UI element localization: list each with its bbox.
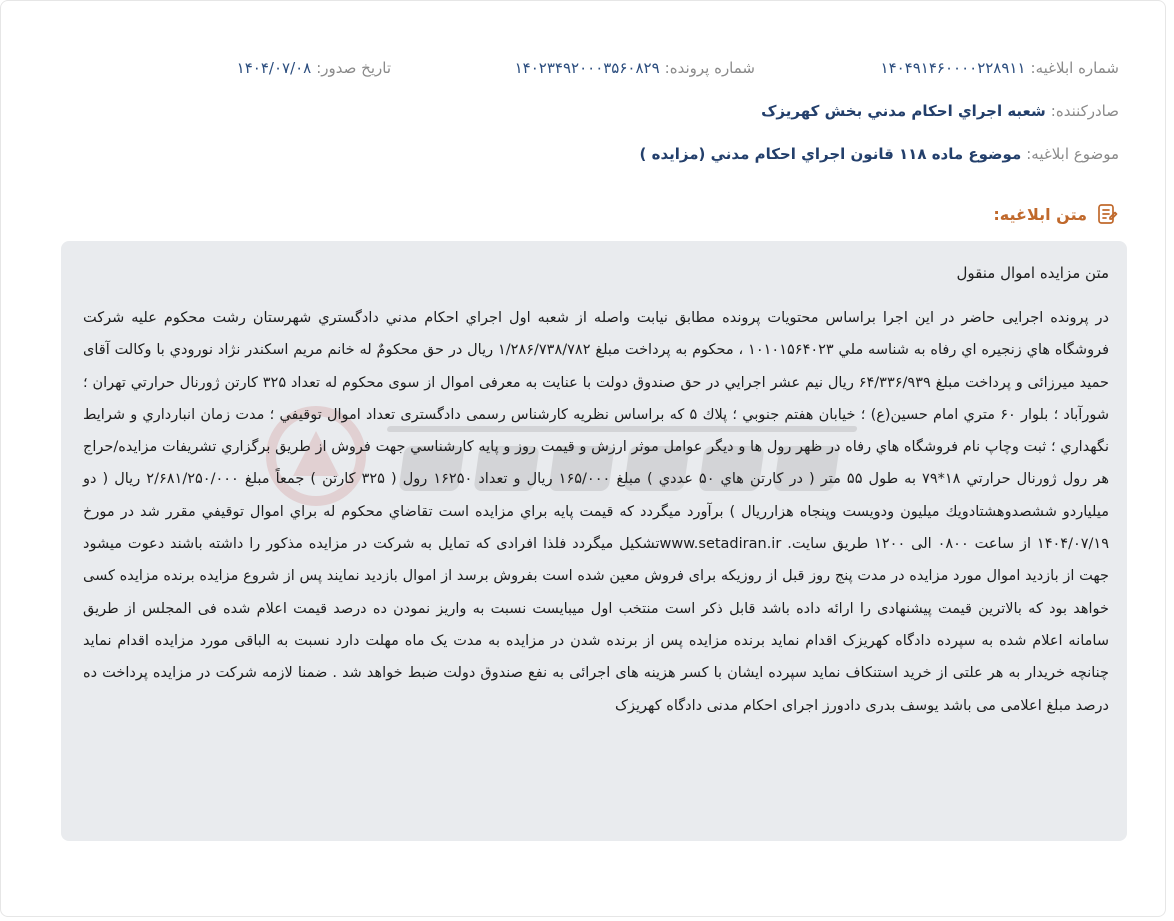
meta-row bbox=[47, 59, 1119, 83]
notice-text-section-title bbox=[993, 202, 1119, 226]
subject-row bbox=[640, 145, 1119, 163]
case-number bbox=[515, 59, 755, 77]
issue-date bbox=[237, 59, 391, 77]
notice-body-box bbox=[61, 241, 1127, 841]
issue-date-label: تاريخ صدور: bbox=[316, 59, 391, 77]
document-heading: متن مزايده اموال منقول bbox=[956, 264, 1109, 282]
section-title-text: متن ابلاغيه: bbox=[993, 204, 1087, 224]
issue-date-value: ۱۴۰۴/۰۷/۰۸ bbox=[236, 59, 312, 77]
issuer-row bbox=[761, 102, 1119, 120]
subject-value: موضوع ماده ۱۱۸ قانون اجراي احکام مدني (مزايده ) bbox=[639, 145, 1022, 163]
case-number-value: ۱۴۰۲۳۴۹۲۰۰۰۳۵۶۰۸۲۹ bbox=[514, 59, 660, 77]
notice-number bbox=[881, 59, 1119, 77]
subject-label: موضوع ابلاغيه: bbox=[1026, 145, 1119, 163]
document-text-icon bbox=[1095, 202, 1119, 226]
issuer-value: شعبه اجراي احکام مدني بخش کهريزک bbox=[761, 102, 1046, 120]
notice-number-value: ۱۴۰۴۹۱۴۶۰۰۰۰۲۲۸۹۱۱ bbox=[880, 59, 1026, 77]
document-body: در پرونده اجرایی حاضر در این اجرا براساس محتويات پرونده مطابق نيابت واصله از شعبه اول اجراي احکام مدني دادگستري شهرستان رشت محکوم عليه شرکت فروشگاه هاي زنجيره اي رفاه به شناسه ملي ۱۰۱۰۱۵۶۴۰۲۳ ، محکوم به پرداخت مبلغ ۱/۲۸۶/۷۳۸/۷۸۲ ريال در حق محکومٌ له خانم مريم اسکندر نژاد نورودي با وکالت آقای حميد ميرزائی و پرداخت مبلغ ۶۴/۳۳۶/۹۳۹ ريال نيم عشر اجرايي در حق صندوق دولت با عنايت به معرفی اموال از سوی محکوم له تعداد ۳۲۵ کارتن ژورنال حرارتي تهران ؛ شورآباد ؛ بلوار ۶۰ متري امام حسين(ع) ؛ خيابان هفتم جنوبي ؛ پلاك ۵ که براساس نظريه کارشناس رسمی دادگستری تعداد اموال توقيفي ؛ مدت زمان انبارداري و شرايط نگهداري ؛ ثبت وچاپ نام فروشگاه هاي رفاه در ظهر رول ها و ديگر عوامل موثر ارزش و قيمت روز و پايه کارشناسي جهت فروش از طريق برگزاري تشريفات مزايده/حراج هر رول ژورنال حرارتي ۱۸*۷۹ به طول ۵۵ متر ( در کارتن هاي ۵۰ عددي ) مبلغ ۱۶۵/۰۰۰ ريال و تعداد ۱۶۲۵۰ رول ( ۳۲۵ کارتن ) جمعاً مبلغ ۲/۶۸۱/۲۵۰/۰۰۰ ريال ( دو ميلياردو ششصدوهشتادويك ميليون ودويست وپنجاه هزارريال ) برآورد ميگردد که قيمت پايه براي مزايده است تقاضاي محکوم له براي اموال توقيفي مقرر شد در مورخ ۱۴۰۴/۰۷/۱۹ از ساعت ۰۸۰۰ الی ۱۲۰۰ طريق سايت. www.setadiran.irتشکيل ميگردد فلذا افرادی که تمايل به شرکت در مزايده مذکور را داشته باشند دعوت ميشود جهت از بازديد اموال مورد مزايده در مدت پنج روز قبل از روزيکه برای فروش معين شده است بفروش برسد از اموال بازديد نمايند پس از شروع مزايده برنده مزايده کسی خواهد بود که بالاترين قيمت پيشنهادی را ارائه داده باشد قابل ذکر است منتخب اول ميبايست نسبت به واريز نمودن ده درصد قيمت اعلام شده فی المجلس از طريق سامانه اعلام شده به سپرده دادگاه کهريزک اقدام نمايد برنده مزايده پس از برنده شدن در مزايده به مدت يک ماه مهلت دارد نسبت به الباقی مورد مزايده اقدام نمايد چنانچه خريدار به هر علتی از خريد استنکاف نمايد سپرده ايشان با کسر هزينه های اجرائی به نفع صندوق دولت ضبط خواهد شد . ضمنا لازمه شرکت در مزايده پرداخت ده درصد مبلغ اعلامی می باشد يوسف بدری دادورز اجرای احکام مدنی دادگاه کهريزک bbox=[83, 310, 1110, 714]
notice-number-label: شماره ابلاغيه: bbox=[1030, 59, 1119, 77]
case-number-label: شماره پرونده: bbox=[664, 59, 755, 77]
issuer-label: صادرکننده: bbox=[1050, 102, 1119, 120]
